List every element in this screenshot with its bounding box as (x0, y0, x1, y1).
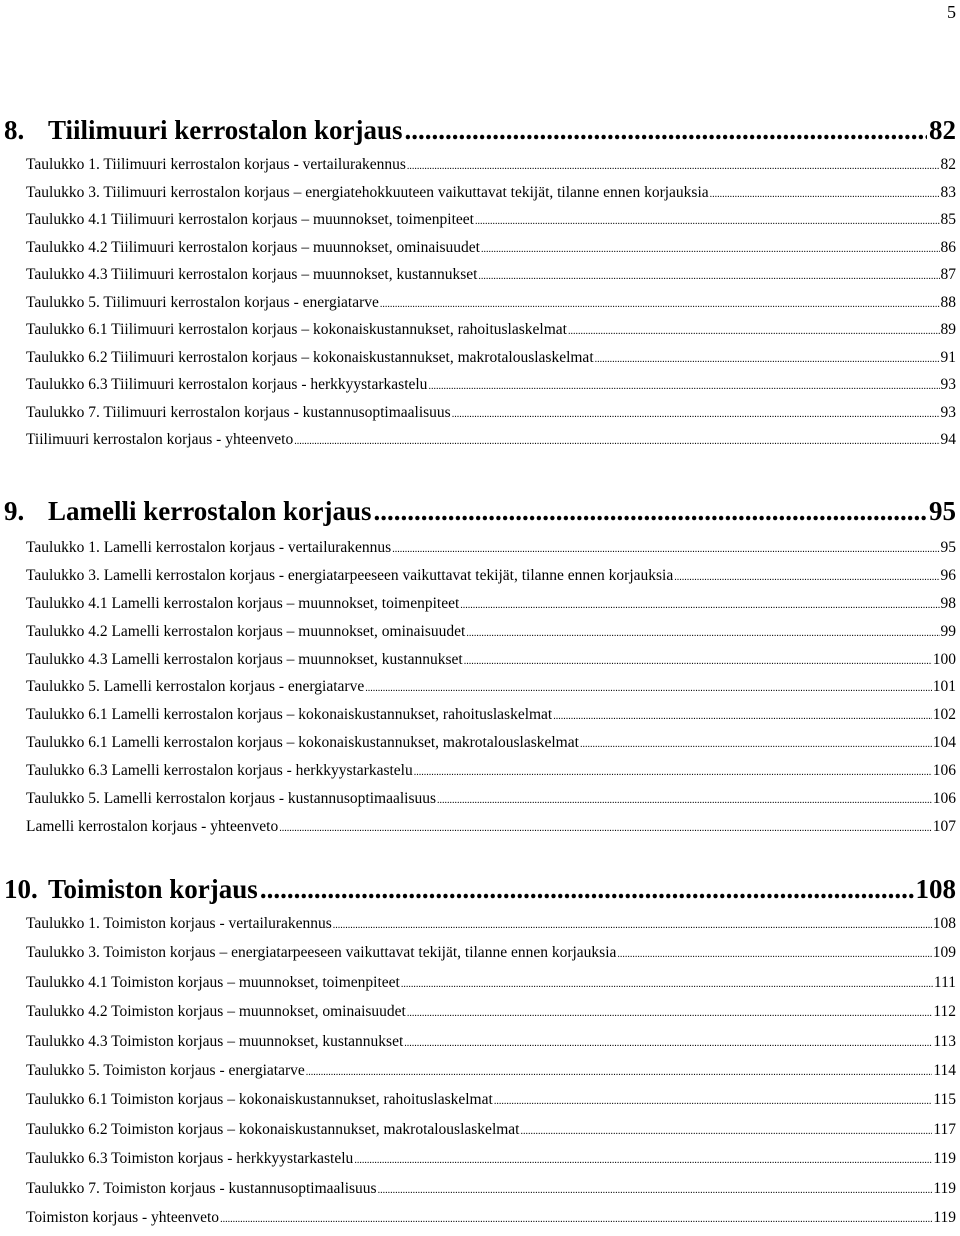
toc-entry[interactable] (26, 1207, 956, 1236)
dot-leader (405, 114, 927, 146)
section-number: 8. (4, 115, 25, 145)
dot-leader (220, 1209, 932, 1231)
entry-page: 83 (940, 183, 956, 201)
entry-title: Taulukko 6.3 Toimiston korjaus - herkkyystarkastelu (26, 1150, 354, 1168)
toc-entry[interactable] (26, 1119, 956, 1148)
entry-page: 91 (940, 348, 956, 366)
toc-entry[interactable] (26, 209, 956, 237)
toc-entry[interactable] (26, 347, 956, 375)
toc-entry[interactable] (26, 593, 956, 621)
entry-page: 115 (933, 1091, 956, 1109)
entry-title: Taulukko 4.1 Toimiston korjaus – muunnokset, toimenpiteet (26, 973, 400, 991)
dot-leader (475, 211, 940, 233)
entry-title: Taulukko 6.2 Toimiston korjaus – kokonaiskustannukset, makrotalouslaskelmat (26, 1120, 520, 1138)
dot-leader (260, 873, 914, 905)
entry-page: 93 (940, 376, 956, 393)
toc-entry[interactable] (26, 942, 956, 971)
entry-title: Taulukko 1. Tiilimuuri kerrostalon korjaus - vertailurakennus (26, 156, 406, 173)
entry-list (26, 913, 956, 1236)
toc-entry[interactable] (26, 816, 956, 844)
toc-entry[interactable] (26, 374, 956, 402)
dot-leader (407, 156, 940, 178)
entry-title: Taulukko 3. Toimiston korjaus – energiatarpeeseen vaikuttavat tekijät, tilanne ennen korjauksia (26, 944, 617, 962)
dot-leader (380, 294, 940, 316)
entry-title: Taulukko 6.2 Tiilimuuri kerrostalon korjaus – kokonaiskustannukset, makrotalouslaskelmat (26, 348, 594, 366)
dot-leader (481, 239, 940, 261)
toc-entry[interactable] (26, 621, 956, 649)
entry-title: Toimiston korjaus - yhteenveto (26, 1208, 220, 1226)
section-number: 10. (4, 874, 38, 904)
toc-entry[interactable] (26, 1060, 956, 1089)
entry-page: 119 (933, 1179, 956, 1197)
dot-leader (279, 818, 932, 840)
toc-entry[interactable] (26, 264, 956, 292)
dot-leader (460, 595, 939, 617)
toc-entry[interactable] (26, 565, 956, 593)
toc-entry[interactable] (26, 319, 956, 347)
toc-entry[interactable] (26, 237, 956, 265)
entry-title: Taulukko 5. Toimiston korjaus - energiatarve (26, 1061, 305, 1079)
dot-leader (521, 1121, 933, 1143)
entry-title: Taulukko 4.1 Tiilimuuri kerrostalon korjaus – muunnokset, toimenpiteet (26, 211, 474, 228)
entry-page: 102 (932, 706, 956, 724)
toc-entry[interactable] (26, 537, 956, 565)
entry-page: 112 (933, 1003, 956, 1021)
dot-leader (674, 567, 939, 589)
toc-entry[interactable] (26, 429, 956, 457)
section-page: 82 (929, 115, 956, 145)
dot-leader (710, 184, 940, 206)
entry-title: Taulukko 4.2 Lamelli kerrostalon korjaus – muunnokset, ominaisuudet (26, 622, 466, 640)
entry-page: 109 (932, 944, 956, 962)
entry-page: 104 (932, 734, 956, 752)
dot-leader (378, 1180, 933, 1202)
entry-page: 87 (940, 266, 956, 283)
entry-page: 107 (932, 817, 956, 835)
toc-entry[interactable] (26, 1089, 956, 1118)
entry-title: Taulukko 6.3 Tiilimuuri kerrostalon korjaus - herkkyystarkastelu (26, 376, 428, 393)
dot-leader (333, 915, 932, 937)
section-heading[interactable] (4, 114, 956, 146)
toc-entry[interactable] (26, 1001, 956, 1030)
dot-leader (494, 1091, 933, 1113)
entry-title: Taulukko 3. Lamelli kerrostalon korjaus - energiatarpeeseen vaikuttavat tekijät, tilanne ennen korjauksia (26, 566, 674, 584)
toc-entry[interactable] (26, 732, 956, 760)
section-page: 95 (929, 496, 956, 526)
entry-title: Taulukko 6.1 Lamelli kerrostalon korjaus – kokonaiskustannukset, rahoituslaskelmat (26, 706, 553, 724)
dot-leader (437, 790, 932, 812)
entry-title: Taulukko 6.3 Lamelli kerrostalon korjaus - herkkyystarkastelu (26, 762, 413, 780)
entry-page: 119 (933, 1208, 956, 1226)
entry-title: Taulukko 4.3 Tiilimuuri kerrostalon korjaus – muunnokset, kustannukset (26, 266, 478, 283)
dot-leader (553, 706, 932, 728)
entry-page: 89 (940, 321, 956, 338)
entry-title: Taulukko 4.2 Toimiston korjaus – muunnokset, ominaisuudet (26, 1003, 406, 1021)
toc-entry[interactable] (26, 182, 956, 210)
page-number: 5 (947, 2, 956, 22)
entry-page: 93 (940, 403, 956, 421)
dot-leader (374, 495, 928, 527)
entry-title: Taulukko 4.1 Lamelli kerrostalon korjaus – muunnokset, toimenpiteet (26, 594, 460, 612)
dot-leader (392, 539, 939, 561)
section-title: Toimiston korjaus (48, 874, 258, 904)
entry-title: Lamelli kerrostalon korjaus - yhteenveto (26, 817, 279, 835)
toc-entry[interactable] (26, 292, 956, 320)
entry-title: Taulukko 4.2 Tiilimuuri kerrostalon korjaus – muunnokset, ominaisuudet (26, 238, 480, 256)
dot-leader (404, 1033, 932, 1055)
toc-section-10 (4, 873, 956, 1236)
toc-entry[interactable] (26, 972, 956, 1001)
toc-entry[interactable] (26, 1031, 956, 1060)
entry-page: 82 (940, 156, 956, 173)
toc-entry[interactable] (26, 402, 956, 430)
entry-title: Taulukko 1. Lamelli kerrostalon korjaus - vertailurakennus (26, 539, 392, 556)
dot-leader (478, 266, 939, 288)
entry-title: Taulukko 4.3 Toimiston korjaus – muunnokset, kustannukset (26, 1032, 404, 1050)
entry-page: 117 (933, 1120, 956, 1138)
entry-title: Taulukko 6.1 Tiilimuuri kerrostalon korjaus – kokonaiskustannukset, rahoituslaskelmat (26, 321, 567, 338)
entry-title: Tiilimuuri kerrostalon korjaus - yhteenveto (26, 431, 294, 448)
entry-title: Taulukko 5. Tiilimuuri kerrostalon korjaus - energiatarve (26, 293, 379, 311)
entry-title: Taulukko 1. Toimiston korjaus - vertailurakennus (26, 915, 332, 932)
section-title: Lamelli kerrostalon korjaus (48, 496, 372, 526)
toc-entry[interactable] (26, 760, 956, 788)
entry-page: 106 (932, 790, 956, 808)
section-heading[interactable] (4, 495, 956, 527)
dot-leader (452, 404, 940, 426)
entry-page: 96 (940, 566, 956, 584)
entry-title: Taulukko 7. Tiilimuuri kerrostalon korjaus - kustannusoptimaalisuus (26, 403, 451, 421)
entry-page: 95 (940, 539, 956, 556)
entry-title: Taulukko 5. Lamelli kerrostalon korjaus - energiatarve (26, 678, 365, 696)
dot-leader (466, 623, 939, 645)
dot-leader (365, 678, 932, 700)
dot-leader (401, 974, 933, 996)
toc-section-8 (4, 114, 956, 457)
entry-page: 106 (932, 762, 956, 780)
dot-leader (617, 944, 931, 966)
section-page: 108 (915, 874, 956, 904)
dot-leader (306, 1062, 933, 1084)
toc-entry[interactable] (26, 154, 956, 182)
toc-entry[interactable] (26, 788, 956, 816)
dot-leader (354, 1150, 932, 1172)
dot-leader (595, 349, 940, 371)
toc-entry[interactable] (26, 1148, 956, 1177)
toc-entry[interactable] (26, 1178, 956, 1207)
entry-list (26, 537, 956, 844)
dot-leader (580, 734, 932, 756)
entry-page: 86 (940, 238, 956, 256)
dot-leader (428, 376, 939, 398)
entry-page: 94 (940, 431, 956, 448)
dot-leader (414, 762, 932, 784)
entry-page: 99 (940, 622, 956, 640)
entry-title: Taulukko 3. Tiilimuuri kerrostalon korjaus – energiatehokkuuteen vaikuttavat tekijät, tilanne ennen korjauksia (26, 183, 709, 201)
entry-list (26, 154, 956, 457)
section-title: Tiilimuuri kerrostalon korjaus (48, 115, 403, 145)
section-number: 9. (4, 496, 25, 526)
entry-page: 111 (933, 973, 956, 991)
dot-leader (407, 1003, 932, 1025)
toc-section-9 (4, 495, 956, 844)
dot-leader (568, 321, 940, 343)
entry-page: 100 (932, 650, 956, 668)
toc-entry[interactable] (26, 649, 956, 677)
entry-page: 113 (933, 1032, 956, 1050)
entry-title: Taulukko 6.1 Toimiston korjaus – kokonaiskustannukset, rahoituslaskelmat (26, 1091, 493, 1109)
dot-leader (294, 431, 939, 453)
toc-entry[interactable] (26, 704, 956, 732)
toc-entry[interactable] (26, 913, 956, 942)
entry-page: 85 (940, 211, 956, 228)
entry-page: 119 (933, 1150, 956, 1168)
entry-page: 114 (933, 1061, 956, 1079)
entry-title: Taulukko 4.3 Lamelli kerrostalon korjaus – muunnokset, kustannukset (26, 650, 463, 668)
entry-page: 88 (940, 293, 956, 311)
dot-leader (464, 651, 932, 673)
entry-page: 98 (940, 594, 956, 612)
entry-title: Taulukko 7. Toimiston korjaus - kustannusoptimaalisuus (26, 1179, 377, 1197)
section-heading[interactable] (4, 873, 956, 905)
entry-title: Taulukko 5. Lamelli kerrostalon korjaus - kustannusoptimaalisuus (26, 790, 437, 808)
entry-page: 101 (932, 678, 956, 696)
entry-page: 108 (932, 915, 956, 932)
entry-title: Taulukko 6.1 Lamelli kerrostalon korjaus – kokonaiskustannukset, makrotalouslaskelmat (26, 734, 579, 752)
toc-entry[interactable] (26, 676, 956, 704)
